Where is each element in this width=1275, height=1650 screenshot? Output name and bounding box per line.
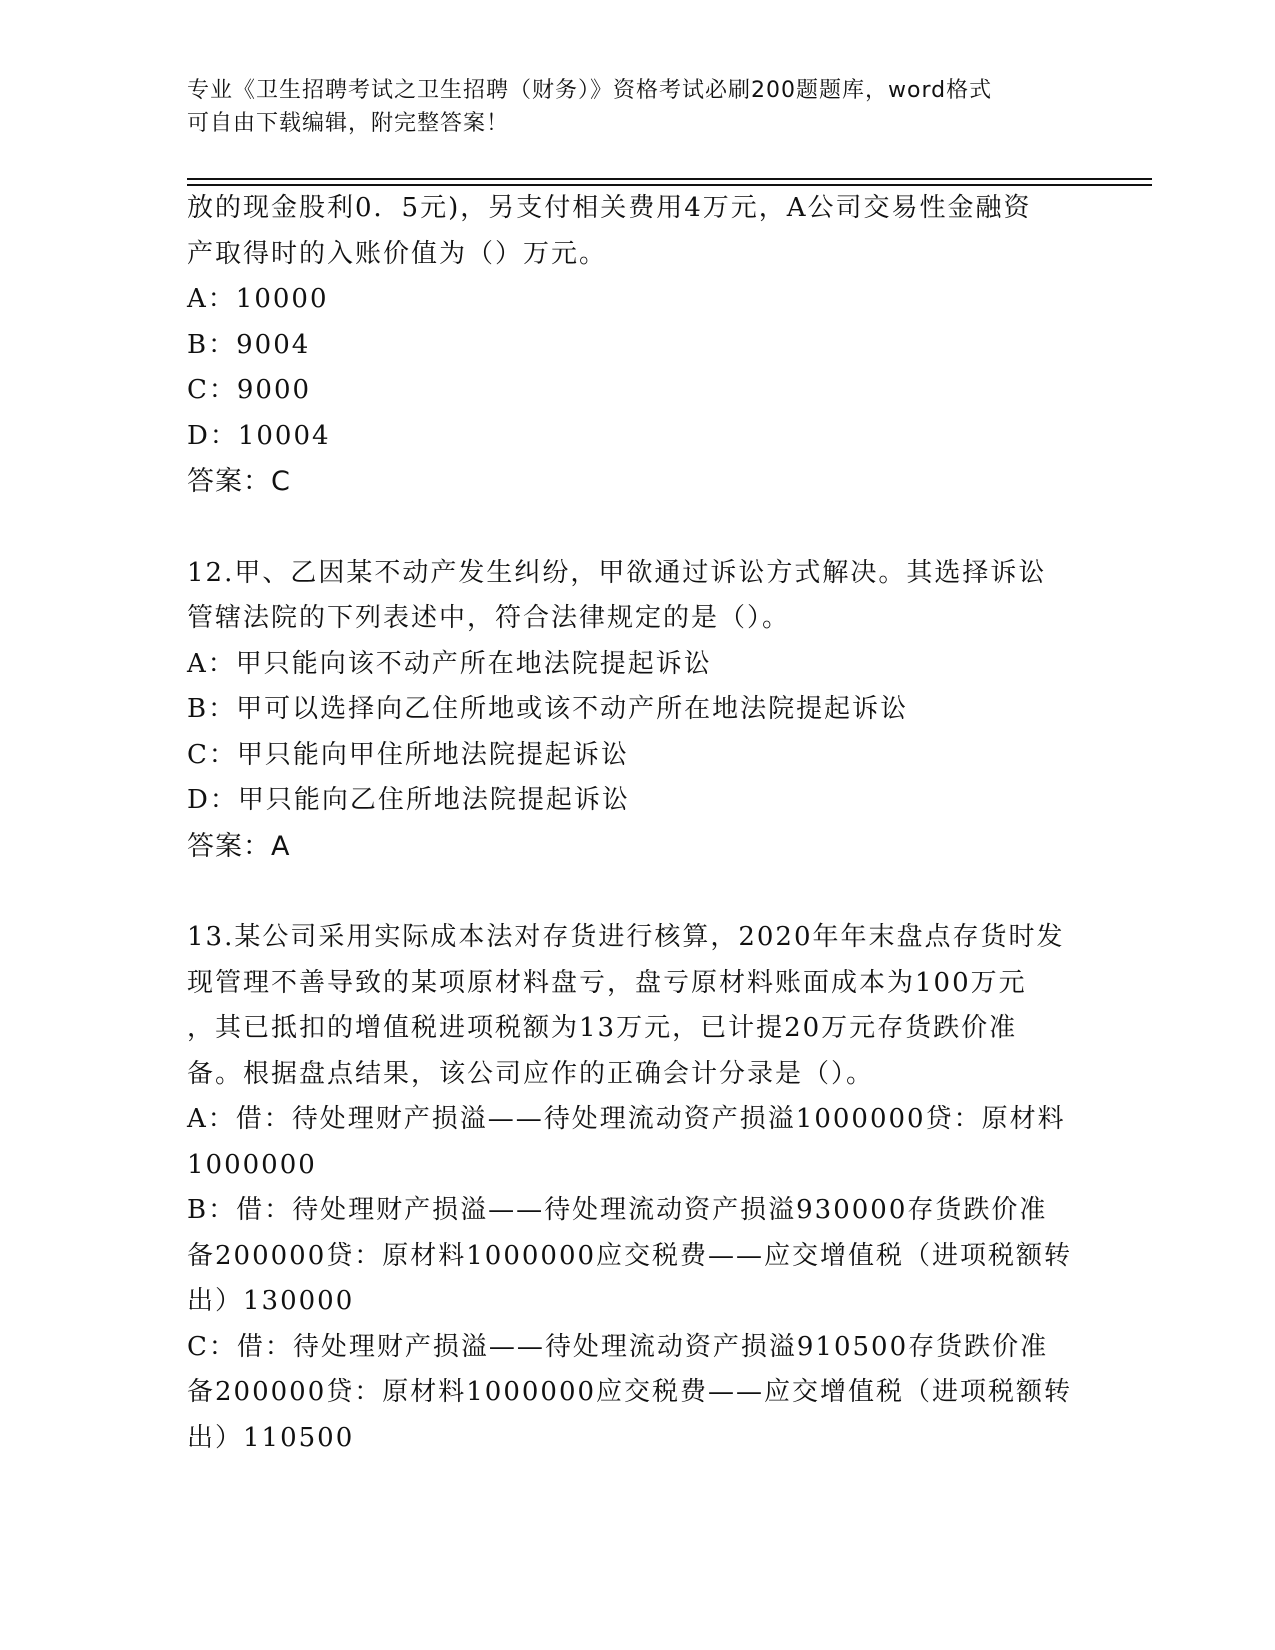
question-text-line: 产取得时的入账价值为（）万元。 — [187, 238, 608, 269]
option-b: B：借：待处理财产损溢——待处理流动资产损溢930000存货跌价准 — [187, 1195, 1048, 1225]
question-text-line: 12.甲、乙因某不动产发生纠纷，甲欲通过诉讼方式解决。其选择诉讼 — [187, 557, 1047, 588]
question-text-line: 备。根据盘点结果，该公司应作的正确会计分录是（）。 — [187, 1058, 875, 1089]
option-a: A：借：待处理财产损溢——待处理流动资产损溢1000000贷：原材料 — [187, 1104, 1066, 1134]
question-text-line: ，其已抵扣的增值税进项税额为13万元，已计提20万元存货跌价准 — [187, 1013, 1018, 1043]
header-line-1: 专业《卫生招聘考试之卫生招聘（财务）》资格考试必刷200题题库，word格式 — [187, 78, 993, 103]
option-c: C：借：待处理财产损溢——待处理流动资产损溢910500存货跌价准 — [187, 1331, 1049, 1362]
answer-label: 答案：C — [187, 466, 291, 497]
spacer — [187, 869, 1087, 915]
option-b: B：甲可以选择向乙住所地或该不动产所在地法院提起诉讼 — [187, 694, 909, 724]
option-b: B：9004 — [187, 329, 311, 360]
question-13 — [187, 915, 1087, 1461]
question-text-line: 放的现金股利0．5元)，另支付相关费用4万元，A公司交易性金融资 — [187, 193, 1032, 223]
page-header — [187, 74, 1087, 140]
option-b-continued: 备200000贷：原材料1000000应交税费——应交增值税（进项税额转 — [187, 1240, 1073, 1271]
option-b-continued: 出）130000 — [187, 1286, 355, 1316]
option-a: A：10000 — [187, 284, 329, 314]
header-line-2: 可自由下载编辑，附完整答案！ — [187, 111, 510, 136]
document-body — [187, 186, 1087, 1461]
option-c: C：9000 — [187, 375, 312, 405]
option-a-continued: 1000000 — [187, 1149, 317, 1180]
question-text-line: 管辖法院的下列表述中，符合法律规定的是（）。 — [187, 603, 791, 633]
answer-label: 答案：A — [187, 830, 291, 862]
option-d: D：甲只能向乙住所地法院提起诉讼 — [187, 785, 630, 815]
option-c-continued: 备200000贷：原材料1000000应交税费——应交增值税（进项税额转 — [187, 1377, 1073, 1407]
question-text-line: 现管理不善导致的某项原材料盘亏，盘亏原材料账面成本为100万元 — [187, 967, 1027, 998]
option-a: A：甲只能向该不动产所在地法院提起诉讼 — [187, 648, 712, 679]
question-text-line: 13.某公司采用实际成本法对存货进行核算，2020年年末盘点存货时发 — [187, 922, 1065, 952]
option-d: D：10004 — [187, 420, 331, 451]
spacer — [187, 505, 1087, 551]
option-c-continued: 出）110500 — [187, 1422, 355, 1453]
option-c: C：甲只能向甲住所地法院提起诉讼 — [187, 739, 629, 770]
question-continuation — [187, 186, 1087, 505]
header-divider-top — [187, 178, 1152, 180]
question-12 — [187, 551, 1087, 870]
